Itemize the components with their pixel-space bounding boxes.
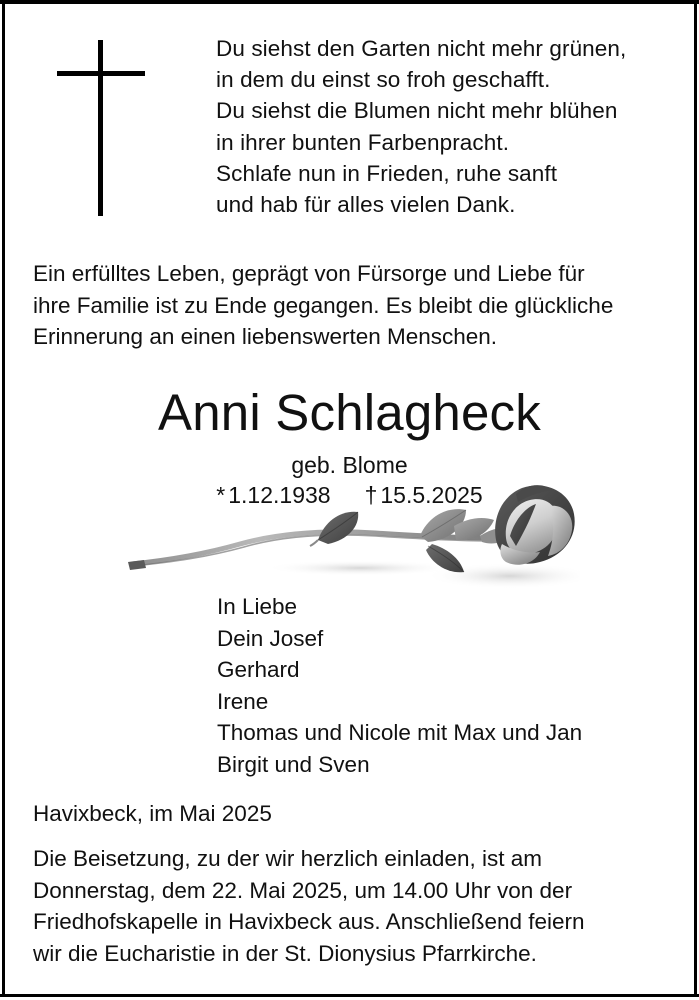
- details-line: wir die Eucharistie in der St. Dionysius Pfarrkirche.: [33, 940, 537, 966]
- mourners-list: [217, 591, 657, 780]
- intro-line: Erinnerung an einen liebenswerten Menschen.: [33, 324, 498, 349]
- death-date: 15.5.2025: [380, 482, 483, 508]
- deceased-name: Anni Schlagheck: [158, 384, 541, 441]
- intro-line: ihre Familie ist zu Ende gegangen. Es bleibt die glückliche: [33, 292, 614, 318]
- details-line: Friedhofskapelle in Havixbeck aus. Anschließend feiern: [33, 909, 585, 934]
- deceased-maiden-name: geb. Blome: [291, 452, 408, 478]
- poem-line: und hab für alles vielen Dank.: [216, 192, 516, 218]
- poem-line: in dem du einst so froh geschafft.: [216, 67, 551, 93]
- details-line: Donnerstag, dem 22. Mai 2025, um 14.00 Uhr von der: [33, 877, 573, 903]
- rose-illustration: [110, 478, 580, 590]
- poem-line: Schlafe nun in Frieden, ruhe sanft: [216, 160, 558, 186]
- intro-paragraph: [33, 258, 663, 353]
- death-cross-icon: †: [364, 482, 378, 508]
- mourner-line: Irene: [217, 688, 269, 714]
- rose-shadow: [265, 560, 455, 576]
- poem-line: Du siehst die Blumen nicht mehr blühen: [216, 98, 618, 124]
- cross-vertical-bar: [98, 40, 103, 216]
- birth-date: 1.12.1938: [228, 482, 331, 508]
- mourner-line: Birgit und Sven: [217, 751, 370, 777]
- mourner-line: Thomas und Nicole mit Max und Jan: [217, 720, 583, 745]
- details-line: Die Beisetzung, zu der wir herzlich einladen, ist am: [33, 846, 542, 871]
- mourner-line: Dein Josef: [217, 625, 324, 651]
- cross-horizontal-bar: [57, 71, 145, 76]
- funeral-details: [33, 843, 665, 969]
- frame-border-bottom: [0, 994, 699, 997]
- mourner-line: Gerhard: [217, 657, 300, 682]
- mourner-line: In Liebe: [217, 594, 298, 619]
- rose-svg: [110, 478, 580, 590]
- intro-line: Ein erfülltes Leben, geprägt von Fürsorge und Liebe für: [33, 261, 585, 286]
- frame-border-top: [0, 0, 699, 4]
- poem-line: in ihrer bunten Farbenpracht.: [216, 129, 510, 155]
- birth-star-icon: *: [216, 482, 226, 508]
- poem-line: Du siehst den Garten nicht mehr grünen,: [216, 36, 627, 61]
- rose-leaf-stalk: [310, 540, 318, 546]
- rose-stem-end: [128, 560, 146, 570]
- memorial-poem: [216, 33, 668, 220]
- place-and-date: Havixbeck, im Mai 2025: [33, 801, 272, 826]
- latin-cross-icon: [57, 40, 145, 216]
